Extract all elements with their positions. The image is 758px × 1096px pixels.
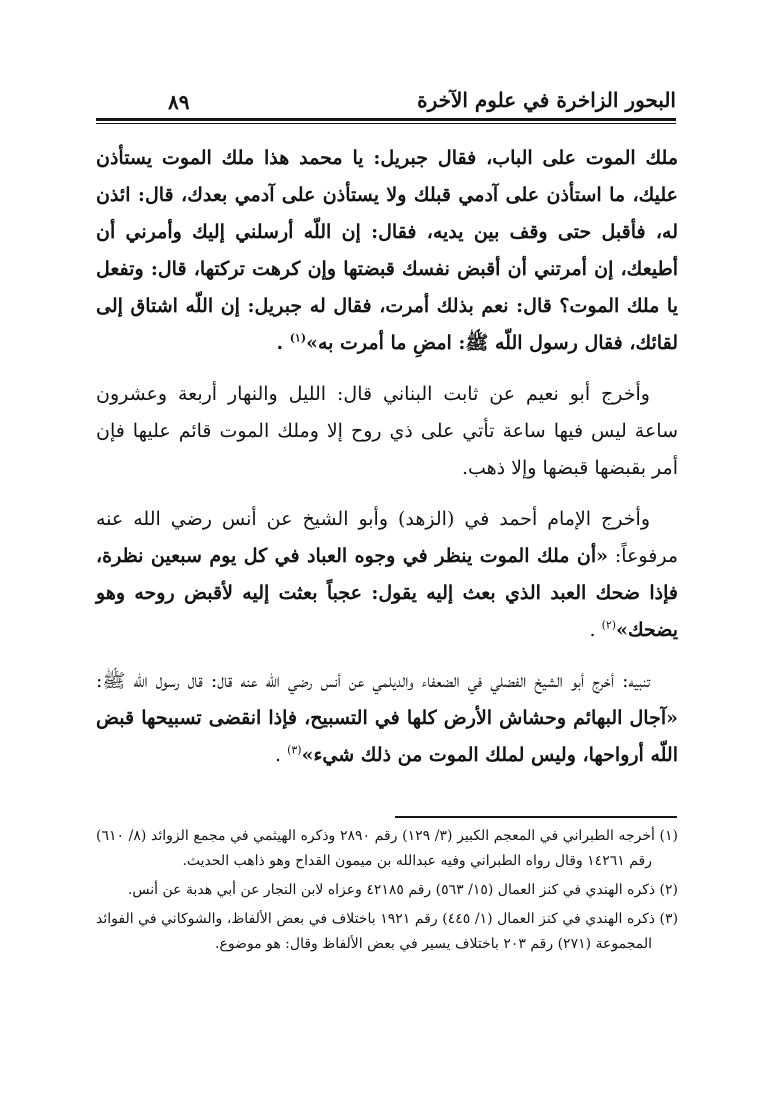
paragraph-hadith-continuation (96, 140, 678, 362)
page-number: ٨٩ (168, 90, 190, 114)
footnote-ref: (١) (289, 331, 307, 345)
hadith-quote: «آجال البهائم وحشاش الأرض كلها في التسبيح، فإذا انقضى تسبيحها قبض اللّه أرواحها، وليس لملك الموت من ذلك شيء» (96, 707, 678, 766)
footnotes (96, 824, 678, 961)
paragraph-ahmad-zuhd (96, 501, 678, 649)
paragraph-intro: تنبيه: أخرج أبو الشيخ الفضلي في الضعفاء والديلمي عن أنس رضي الله عنه قال: قال رسول اللّه ﷺ: (96, 670, 650, 692)
paragraph-end: . (589, 619, 596, 641)
paragraph-abu-nuaim (96, 376, 678, 487)
footnote-ref: (٣) (287, 743, 302, 757)
paragraph-tanbih (96, 663, 678, 774)
paragraph-text: ملك الموت على الباب، فقال جبريل: يا محمد هذا ملك الموت يستأذن عليك، ما استأذن على آدمي قبلك ولا يستأذن على آدمي بعدك، قال: ائذن له، فأقبل حتى وقف بين يديه، فقال: إن اللّه أرسلني إليك وأمرني أن أطيعك، إن أمرتني أن أقبض نفسك قبضتها وإن كرهت تركتها، قال: وتفعل يا ملك الموت؟ قال: نعم بذلك أمرت، فقال له جبريل: إن اللّه اشتاق إلى لقائك، فقال رسول اللّه ﷺ: امضِ ما أمرت به» (96, 147, 678, 354)
paragraph-intro: وأخرج الإمام أحمد في (الزهد) وأبو الشيخ عن أنس رضي الله عنه مرفوعاً: (96, 508, 678, 567)
footnote-ref: (٢) (601, 618, 617, 632)
running-header (96, 84, 676, 120)
header-rule-thin (96, 123, 676, 124)
footnote-separator (395, 816, 677, 818)
paragraph-text: وأخرج أبو نعيم عن ثابت البناني قال: الليل والنهار أربعة وعشرون ساعة ليس فيها ساعة تأتي على ذي روح إلا وملك الموت قائم عليها فإن أمر بقبضها قبضها وإلا ذهب. (96, 383, 678, 479)
hadith-quote: «أن ملك الموت ينظر في وجوه العباد في كل يوم سبعين نظرة، فإذا ضحك العبد الذي بعث إليه يقول: عجباً بعثت إليه لأقبض روحه وهو يضحك» (96, 545, 678, 641)
footnote-1: (١) أخرجه الطبراني في المعجم الكبير (٣/ ١٢٩) رقم ٢٨٩٠ وذكره الهيثمي في مجمع الزوائد (٨/ ٦١٠) رقم ١٤٢٦١ وقال رواه الطبراني وفيه عبدالله بن ميمون القداح وهو ذاهب الحديث. (96, 828, 679, 869)
footnote-2: (٢) ذكره الهندي في كنز العمال (١٥/ ٥٦٣) رقم ٤٢١٨٥ وعزاه لابن النجار عن أبي هدبة عن أنس. (127, 882, 678, 898)
paragraph-end: . (274, 744, 282, 766)
book-title: البحور الزاخرة في علوم الآخرة (417, 88, 676, 112)
header-rule (96, 118, 676, 121)
main-text (96, 140, 678, 774)
footnote-3: (٣) ذكره الهندي في كنز العمال (١/ ٤٤٥) رقم ١٩٢١ باختلاف في بعض الألفاظ، والشوكاني في الفوائد المجموعة (٢٧١) رقم ٢٠٣ باختلاف يسير في بعض الألفاظ وقال: هو موضوع. (96, 911, 679, 952)
paragraph-end: . (276, 332, 284, 354)
